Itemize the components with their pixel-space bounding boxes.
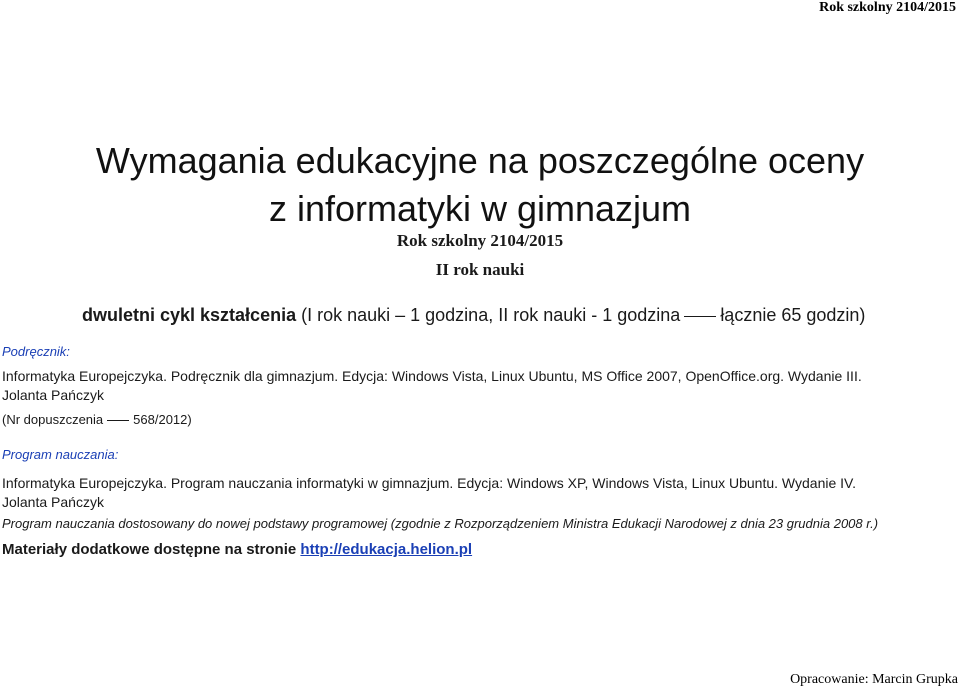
approval-number: 568/2012) [133, 412, 192, 427]
materials-link[interactable]: http://edukacja.helion.pl [300, 541, 473, 558]
approval-prefix: (Nr dopuszczenia [2, 412, 104, 427]
materials-info [2, 540, 472, 559]
textbook-label: Podręcznik: [2, 344, 70, 359]
program-label: Program nauczania: [2, 447, 119, 462]
subtitle-school-year: Rok szkolny 2104/2015 [396, 231, 564, 250]
textbook-author: Jolanta Pańczyk [2, 387, 104, 403]
cycle-info [82, 305, 865, 326]
approval-dash [107, 420, 129, 421]
materials-text: Materiały dodatkowe dostępne na stronie [2, 541, 301, 558]
page-title-line2: z informatyki w gimnazjum [268, 188, 692, 229]
header-school-year: Rok szkolny 2104/2015 [819, 0, 956, 15]
cycle-dash [684, 316, 716, 317]
cycle-rest-1: (I rok nauki – 1 godzina, II rok nauki - 1 godzina [296, 305, 681, 325]
page-title-line1: Wymagania edukacyjne na poszczególne oceny [95, 140, 865, 181]
cycle-bold: dwuletni cykl kształcenia [82, 305, 297, 325]
program-line1: Informatyka Europejczyka. Program nauczania informatyki w gimnazjum. Edycja: Windows XP, Windows Vista, Linux Ubuntu. Wydanie IV. [2, 475, 856, 491]
program-description: Program nauczania dostosowany do nowej podstawy programowej (zgodnie z Rozporządzeniem Ministra Edukacji Narodowej z dnia 23 grudnia 2008 r.) [2, 516, 879, 531]
textbook-line1: Informatyka Europejczyka. Podręcznik dla gimnazjum. Edycja: Windows Vista, Linux Ubuntu, MS Office 2007, OpenOffice.org. Wydanie III. [2, 368, 862, 384]
textbook-approval [2, 410, 192, 429]
program-author: Jolanta Pańczyk [2, 494, 104, 510]
cycle-rest-2: łącznie 65 godzin) [720, 305, 866, 325]
subtitle-year-of-study: II rok nauki [435, 260, 525, 279]
footer-author: Opracowanie: Marcin Grupka [790, 672, 958, 687]
